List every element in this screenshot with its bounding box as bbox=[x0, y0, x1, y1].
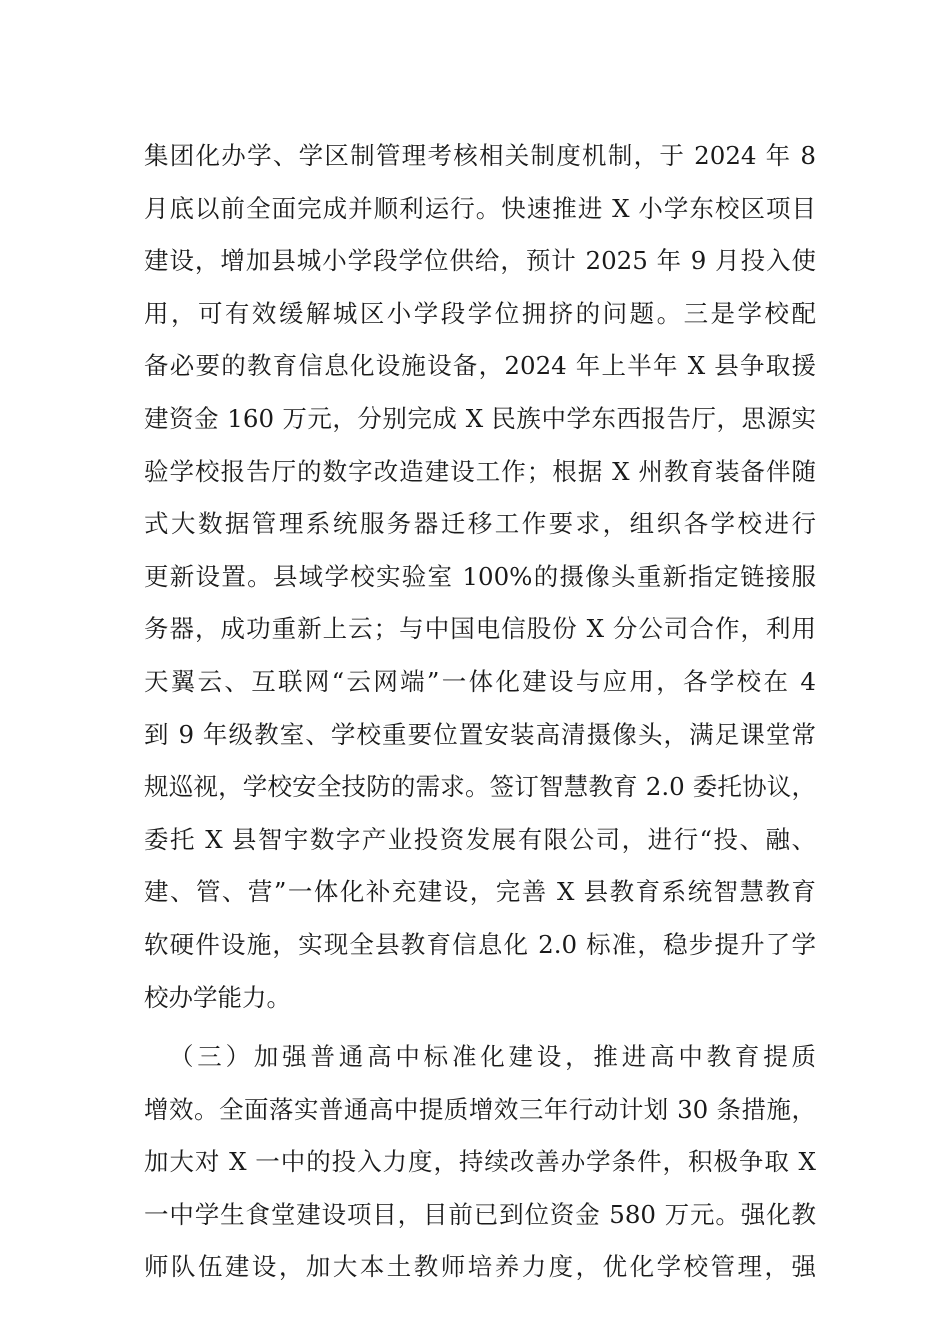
text-line: 建资金 160 万元，分别完成 X 民族中学东西报告厅，思源实 bbox=[144, 403, 816, 433]
text-line: 建设，增加县城小学段学位供给，预计 2025 年 9 月投入使 bbox=[144, 246, 816, 276]
text-line: 用，可有效缓解城区小学段学位拥挤的问题。三是学校配 bbox=[144, 298, 816, 328]
text-line: 加大对 X 一中的投入力度，持续改善办学条件，积极争取 X bbox=[144, 1147, 816, 1177]
text-line: 建、管、营”一体化补充建设，完善 X 县教育系统智慧教育 bbox=[144, 877, 816, 907]
text-line: 务器，成功重新上云；与中国电信股份 X 分公司合作，利用 bbox=[144, 614, 816, 644]
text-line: 增效。全面落实普通高中提质增效三年行动计划 30 条措施， bbox=[144, 1094, 816, 1124]
text-line: 到 9 年级教室、学校重要位置安装高清摄像头，满足课堂常 bbox=[144, 719, 816, 749]
text-line: 师队伍建设，加大本土教师培养力度，优化学校管理，强 bbox=[144, 1252, 816, 1282]
text-line: 规巡视，学校安全技防的需求。签订智慧教育 2.0 委托协议， bbox=[144, 772, 816, 802]
document-body bbox=[144, 130, 816, 1294]
text-line: 月底以前全面完成并顺利运行。快速推进 X 小学东校区项目 bbox=[144, 193, 816, 223]
text-line: 委托 X 县智宇数字产业投资发展有限公司，进行“投、融、 bbox=[144, 824, 816, 854]
text-line: 集团化办学、学区制管理考核相关制度机制，于 2024 年 8 bbox=[144, 141, 816, 170]
section-heading-line: （三）加强普通高中标准化建设，推进高中教育提质 bbox=[169, 1042, 816, 1072]
text-line: 一中学生食堂建设项目，目前已到位资金 580 万元。强化教 bbox=[144, 1199, 816, 1229]
paragraph-1 bbox=[144, 130, 816, 1024]
paragraph-2 bbox=[144, 1031, 816, 1294]
text-line: 校办学能力。 bbox=[144, 982, 291, 1012]
text-line: 验学校报告厅的数字改造建设工作；根据 X 州教育装备伴随 bbox=[144, 456, 816, 486]
text-line: 备必要的教育信息化设施设备，2024 年上半年 X 县争取援 bbox=[144, 351, 816, 381]
text-line: 式大数据管理系统服务器迁移工作要求，组织各学校进行 bbox=[144, 509, 816, 539]
text-line: 天翼云、互联网“云网端”一体化建设与应用，各学校在 4 bbox=[144, 666, 816, 696]
text-line: 更新设置。县域学校实验室 100%的摄像头重新指定链接服 bbox=[144, 561, 816, 591]
text-line: 软硬件设施，实现全县教育信息化 2.0 标准，稳步提升了学 bbox=[144, 929, 816, 959]
